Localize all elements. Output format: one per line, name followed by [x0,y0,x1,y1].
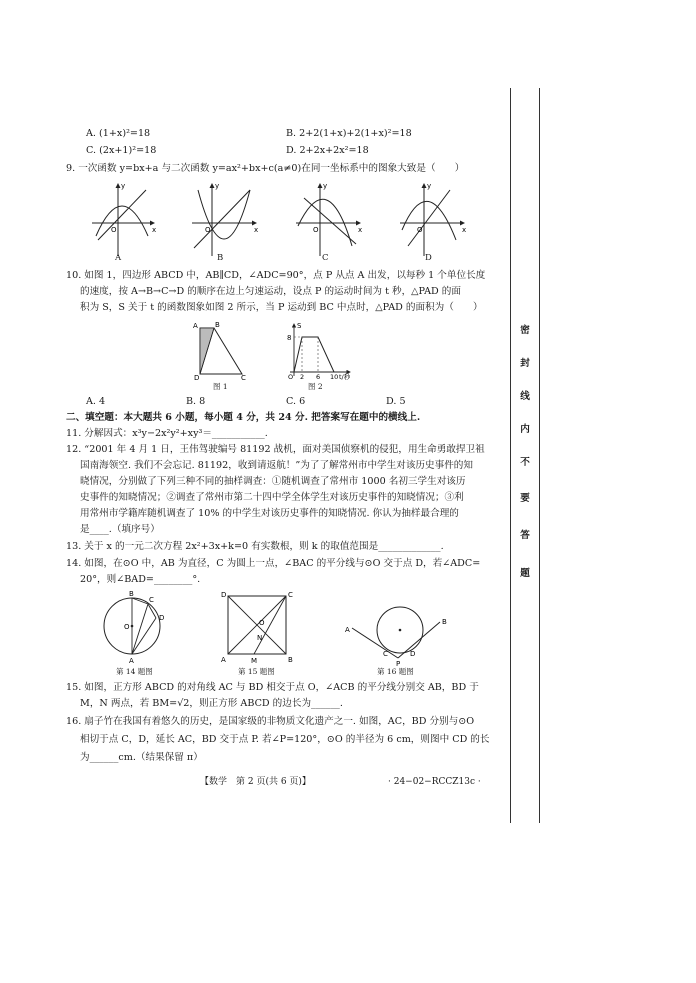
f15-o: O [259,619,265,627]
seal-char-6: 要 [520,493,530,504]
q9-c-x: x [358,226,363,234]
q9-label-d: D [425,253,432,263]
fig2-s: S [297,322,302,330]
figure-16 [342,588,450,668]
q12-line-2: 国南海领空. 我们不会忘记. 81192，收到请返航！”为了了解常州市中学生对该历史事件的知 [80,460,473,471]
q9-text: 9. 一次函数 y=bx+a 与二次函数 y=ax²+bx+c(a≠0)在同一坐标系中的图象大致是（ ） [66,163,465,174]
fig2-t: t/秒 [339,373,351,380]
q9-graph-a [92,184,157,256]
figure-15-caption: 第 15 题图 [238,667,275,676]
margin-line-outer [510,88,511,823]
fig1-c: C [241,374,246,380]
seal-char-4: 内 [520,424,530,435]
q9-b-y: y [215,182,220,190]
footer-code: · 24−02−RCCZ13c · [388,777,481,787]
fig1-d: D [194,374,200,380]
section-2-heading: 二、填空题：本大题共 6 小题，每小题 4 分，共 24 分. 把答案写在题中的横线上. [66,412,421,423]
q9-b-x: x [254,226,259,234]
q11-text: 11. 分解因式：x³y−2x²y²+xy³＝___________. [66,428,268,439]
q9-label-b: B [217,253,224,263]
q8-option-a: A. (1+x)²=18 [86,128,151,139]
q12-line-1: 12. “2001 年 4 月 1 日，王伟驾驶编号 81192 战机，面对美国侦察机的侵犯，用生命勇敢捍卫祖 [66,444,485,455]
q9-graph-b [192,184,259,256]
q10-option-b: B. 8 [186,396,206,407]
q10-line-2: 的速度，按 A→B→C→D 的顺序在边上匀速运动，设点 P 的运动时间为 t 秒，△PAD 的面 [80,286,461,297]
q15-line-1: 15. 如图，正方形 ABCD 的对角线 AC 与 BD 相交于点 O，∠ACB 的平分线分别交 AB，BD 于 [66,682,479,693]
fig1-b: B [215,321,220,329]
q12-line-5: 用常州市学籍库随机调查了 10% 的中学生对该历史事件的知晓情况. 你认为抽样最合理的 [80,508,459,519]
q9-graphs [84,178,484,262]
q10-option-d: D. 5 [386,396,406,407]
q13-text: 13. 关于 x 的一元二次方程 2x²+3x+k=0 有实数根，则 k 的取值范围是_____________. [66,541,444,552]
q9-a-o: O [111,226,117,234]
f16-c: C [383,650,388,658]
f16-d: D [410,650,416,658]
q9-label-a: A [115,253,122,263]
f15-b: B [288,656,293,664]
fig2-2: 2 [300,373,305,380]
seal-char-3: 线 [520,391,530,402]
q9-d-y: y [427,182,432,190]
seal-char-5: 不 [520,457,530,468]
footer-page-info: 【数学 第 2 页(共 6 页)】 [200,777,311,787]
f14-d: D [159,614,165,622]
q9-d-x: x [462,226,467,234]
figure-16-caption: 第 16 题图 [377,667,414,676]
q16-line-2: 相切于点 C，D，延长 AC，BD 交于点 P. 若∠P=120°，⊙O 的半径为 6 cm，则图中 CD 的长 [80,734,490,745]
q10-figure-1 [190,318,260,380]
f16-p: P [396,660,401,668]
q9-c-y: y [323,182,328,190]
q9-a-y: y [121,182,126,190]
fig2-8: 8 [287,334,292,342]
seal-char-2: 封 [520,358,530,369]
f14-a: A [129,657,134,665]
f14-c: C [149,596,154,604]
fig2-6: 6 [316,373,321,380]
q12-line-3: 晓情况，分别做了下列三种不同的抽样调查：①随机调查了常州市 1000 名初三学生对该历 [80,476,466,487]
q15-line-2: M，N 两点，若 BM=√2，则正方形 ABCD 的边长为______. [80,698,343,709]
q10-line-1: 10. 如图 1，四边形 ABCD 中，AB∥CD，∠ADC=90°，点 P 从点 A 出发，以每秒 1 个单位长度 [66,270,486,281]
seal-char-7: 答 [520,530,530,541]
q16-line-3: 为______cm.（结果保留 π） [80,752,203,763]
f15-d: D [221,591,227,599]
f15-n: N [257,634,263,642]
q12-line-6: 是____.（填序号） [80,524,160,535]
margin-line-inner [539,88,540,823]
q10-option-c: C. 6 [286,396,306,407]
q16-line-1: 16. 扇子竹在我国有着悠久的历史，是国家级的非物质文化遗产之一. 如图，AC，BD 分别与⊙O [66,716,475,727]
q10-line-3: 积为 S，S 关于 t 的函数图象如图 2 所示，当 P 运动到 BC 中点时，△PAD 的面积为（ ） [80,302,483,313]
f15-c: C [288,591,293,599]
seal-char-8: 题 [520,568,530,579]
q8-option-d: D. 2+2x+2x²=18 [286,145,369,156]
figure-14-caption: 第 14 题图 [116,667,153,676]
figure-15 [218,588,294,668]
q9-label-c: C [322,253,329,263]
q10-s-t-graph [294,337,334,372]
q12-line-4: 史事件的知晓情况；②调查了常州市第二十四中学全体学生对该历史事件的知晓情况；③利 [80,492,464,503]
fig2-10: 10 [330,373,339,380]
q9-d-o: O [417,226,423,234]
q14-line-2: 20°，则∠BAD=________°. [80,574,201,585]
f16-b: B [442,618,447,626]
f16-a: A [345,626,350,634]
f15-m: M [251,657,258,665]
fig1-a: A [193,322,198,330]
q9-graph-d [400,184,467,256]
q9-a-x: x [152,226,157,234]
f14-o: O [124,623,130,631]
seal-char-1: 密 [520,325,530,336]
figure-14 [98,588,168,668]
q10-option-a: A. 4 [86,396,106,407]
q9-c-o: O [313,226,319,234]
q8-option-b: B. 2+2(1+x)+2(1+x)²=18 [286,128,412,139]
f15-a: A [221,656,226,664]
f14-b: B [129,590,134,598]
q9-b-o: O [205,226,211,234]
q10-fig2-caption: 图 2 [308,382,323,391]
q8-option-c: C. (2x+1)²=18 [86,145,157,156]
q10-fig1-caption: 图 1 [213,382,228,391]
q14-line-1: 14. 如图，在⊙O 中，AB 为直径，C 为圆上一点，∠BAC 的平分线与⊙O 交于点 D，若∠ADC= [66,558,481,569]
fig2-o: O [288,373,294,380]
q9-graph-c [296,184,363,256]
q10-figure-2 [280,320,356,380]
